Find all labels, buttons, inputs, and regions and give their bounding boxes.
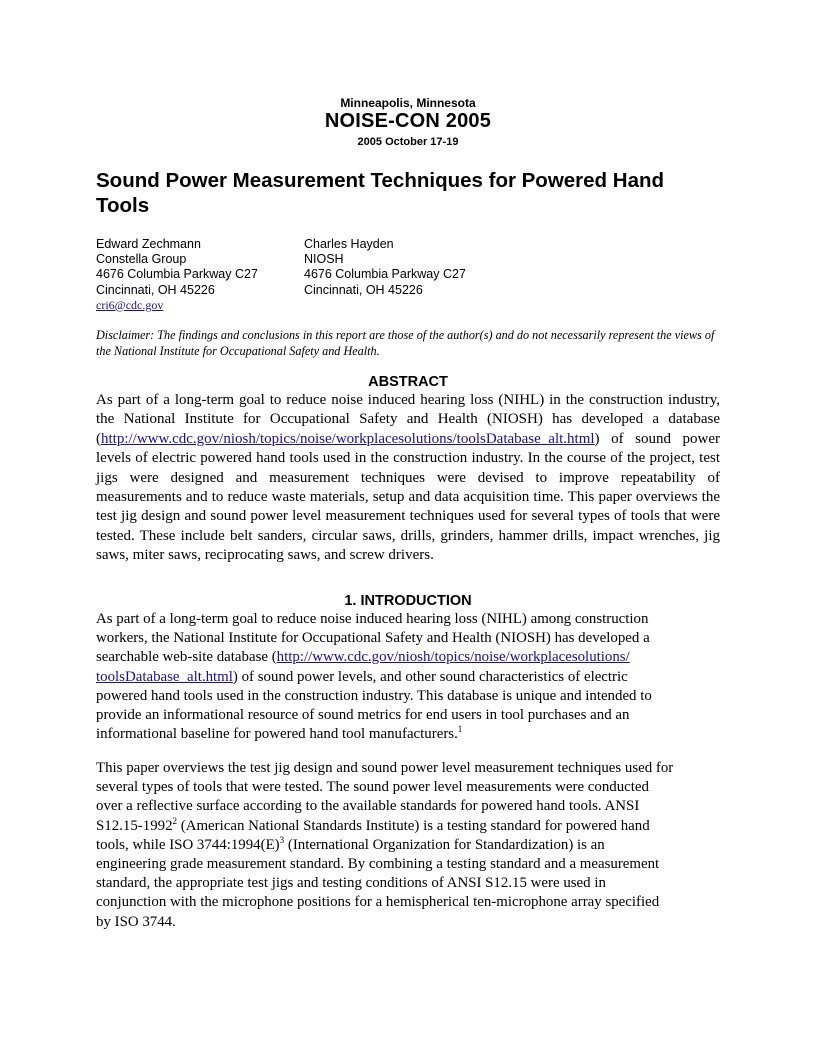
author-organization: NIOSH — [304, 252, 344, 267]
text-line: by ISO 3744. — [96, 913, 176, 930]
conference-location: Minneapolis, Minnesota — [340, 96, 476, 110]
author-name: Charles Hayden — [304, 237, 394, 251]
abstract-heading: ABSTRACT — [368, 374, 448, 390]
introduction-paragraph-2 — [96, 759, 726, 932]
text-span: searchable web-site database ( — [96, 649, 277, 666]
author-email-link[interactable]: cri6@cdc.gov — [96, 297, 164, 312]
conference-name: NOISE-CON 2005 — [324, 110, 492, 132]
abstract-text-end: ) of sound power levels of electric powered hand tools used in the construction industry. In the course of the project, test jigs were designed and measurement techniques were devised to improve repeatability of measurements and to reduce waste materials, setup and data acquisition time. This paper overviews the test jig design and sound power level measurement techniques used for several types of tools that were tested. These include belt sanders, circular saws, drills, grinders, hammer drills, impact wrenches, jig saws, miter saws, reciprocating saws, and screw drivers. — [96, 430, 720, 564]
conference-date: 2005 October 17-19 — [357, 136, 459, 148]
text-line: workers, the National Institute for Occupational Safety and Health (NIOSH) has developed a — [96, 630, 650, 647]
text-line: As part of a long-term goal to reduce noise induced hearing loss (NIHL) among construction — [96, 611, 649, 627]
text-line — [96, 725, 726, 744]
text-line — [96, 668, 726, 687]
author-organization: Constella Group — [96, 252, 187, 267]
introduction-paragraph-1 — [96, 610, 726, 744]
reference-2: 2 — [172, 815, 178, 826]
abstract-database-link[interactable]: http://www.cdc.gov/niosh/topics/noise/workplacesolutions/toolsDatabase_alt.html — [101, 430, 595, 447]
text-line: This paper overviews the test jig design and sound power level measurement techniques used for — [96, 760, 674, 776]
author-1 — [96, 237, 258, 313]
reference-1: 1 — [457, 724, 463, 735]
text-line — [96, 817, 726, 836]
paper-title: Sound Power Measurement Techniques for Powered Hand Tools — [96, 169, 665, 217]
author-city: Cincinnati, OH 45226 — [304, 282, 423, 297]
abstract-body — [96, 391, 720, 566]
text-line: several types of tools that were tested. The sound power level measurements were conducted — [96, 779, 649, 796]
text-line: provide an informational resource of sound metrics for end users in tool purchases and an — [96, 707, 630, 724]
text-span: (International Organization for Standardization) is an — [284, 836, 605, 853]
text-span: S12.15-1992 — [96, 817, 173, 834]
text-span: informational baseline for powered hand tool manufacturers. — [96, 726, 458, 743]
text-line — [96, 648, 726, 667]
text-span: tools, while ISO 3744:1994(E) — [96, 836, 280, 853]
text-line: standard, the appropriate test jigs and testing conditions of ANSI S12.15 were used in — [96, 875, 606, 892]
introduction-heading: 1. INTRODUCTION — [344, 593, 472, 609]
text-line: conjunction with the microphone positions for a hemispherical ten-microphone array specified — [96, 894, 660, 911]
text-span: (American National Standards Institute) is a testing standard for powered hand — [177, 817, 650, 834]
author-address: 4676 Columbia Parkway C27 — [304, 267, 466, 282]
abstract-text-start: As part of a long-term goal to reduce noise induced hearing loss (NIHL) in the construction industry, the National Institute for Occupational Safety and Health (NIOSH) has developed a database ( — [96, 392, 720, 447]
text-span: ) of sound power levels, and other sound characteristics of electric — [232, 668, 628, 685]
text-line: engineering grade measurement standard. By combining a testing standard and a measurement — [96, 856, 660, 873]
disclaimer: Disclaimer: The findings and conclusions in this report are those of the author(s) and do not necessarily represent the views of the National Institute for Occupational Safety and Health. — [96, 328, 715, 358]
author-2 — [304, 237, 466, 298]
text-line: powered hand tools used in the construction industry. This database is unique and intended to — [96, 687, 652, 704]
text-line — [96, 836, 726, 855]
reference-3: 3 — [279, 834, 285, 845]
database-link-part-2[interactable]: toolsDatabase_alt.html — [96, 668, 233, 685]
text-line: over a reflective surface according to the available standards for powered hand tools. ANSI — [96, 798, 640, 815]
author-address: 4676 Columbia Parkway C27 — [96, 267, 258, 282]
database-link-part-1[interactable]: http://www.cdc.gov/niosh/topics/noise/workplacesolutions/ — [276, 649, 630, 666]
author-city: Cincinnati, OH 45226 — [96, 282, 215, 297]
author-name: Edward Zechmann — [96, 237, 201, 251]
